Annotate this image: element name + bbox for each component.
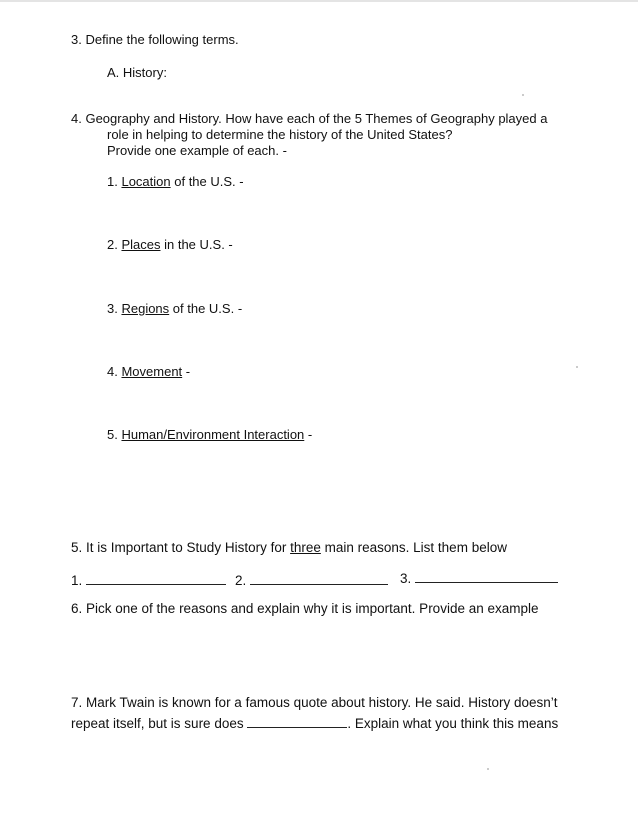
q5-suffix: main reasons. List them below bbox=[320, 540, 507, 555]
theme-regions bbox=[107, 301, 242, 317]
theme-rest: - bbox=[182, 364, 191, 379]
theme-places bbox=[107, 237, 233, 253]
blank-number: 1. bbox=[71, 573, 83, 588]
q4-prompt-line2: role in helping to determine the history of the United States? bbox=[107, 127, 453, 142]
theme-number: 3. bbox=[107, 301, 118, 316]
blank-number: 2. bbox=[235, 573, 247, 588]
q6-prompt: 6. Pick one of the reasons and explain why it is important. Provide an example bbox=[71, 601, 539, 616]
theme-term: Places bbox=[121, 237, 161, 252]
theme-rest: in the U.S. - bbox=[160, 237, 233, 252]
theme-location bbox=[107, 174, 244, 190]
q7-prompt-line2 bbox=[71, 715, 558, 733]
scan-speck bbox=[522, 94, 524, 96]
theme-number: 4. bbox=[107, 364, 118, 379]
q4-prompt-line3: Provide one example of each. - bbox=[107, 143, 287, 158]
theme-rest: of the U.S. - bbox=[169, 301, 243, 316]
quote-blank-line[interactable] bbox=[247, 715, 347, 728]
theme-rest: - bbox=[304, 427, 313, 442]
theme-term: Movement bbox=[121, 364, 183, 379]
theme-rest: of the U.S. - bbox=[170, 174, 244, 189]
blank-number: 3. bbox=[400, 571, 412, 586]
q3-prompt: 3. Define the following terms. bbox=[71, 32, 239, 47]
theme-term: Regions bbox=[121, 301, 170, 316]
theme-human-environment bbox=[107, 427, 312, 443]
answer-line[interactable] bbox=[250, 572, 388, 585]
q3-item-history: A. History: bbox=[107, 65, 167, 80]
scan-speck bbox=[576, 366, 578, 368]
theme-number: 5. bbox=[107, 427, 118, 442]
q7-line2-start: repeat itself, but is sure does bbox=[71, 716, 248, 731]
q5-prompt bbox=[71, 539, 507, 557]
theme-number: 1. bbox=[107, 174, 118, 189]
scan-speck bbox=[487, 768, 489, 770]
theme-term: Human/Environment Interaction bbox=[121, 427, 305, 442]
answer-line[interactable] bbox=[415, 570, 558, 583]
q7-line2-end: . Explain what you think this means bbox=[347, 716, 559, 731]
q4-prompt-line1: 4. Geography and History. How have each of the 5 Themes of Geography played a bbox=[71, 111, 548, 126]
q5-blank-1 bbox=[71, 572, 226, 590]
theme-movement bbox=[107, 364, 190, 380]
scan-edge bbox=[0, 0, 638, 2]
q5-blank-2 bbox=[235, 572, 388, 590]
answer-line[interactable] bbox=[86, 572, 226, 585]
q5-prefix: 5. It is Important to Study History for bbox=[71, 540, 291, 555]
q7-prompt-line1: 7. Mark Twain is known for a famous quote about history. He said. History doesn’t bbox=[71, 695, 558, 710]
q5-emphasis: three bbox=[290, 540, 321, 555]
q5-blank-3 bbox=[400, 570, 558, 588]
theme-number: 2. bbox=[107, 237, 118, 252]
theme-term: Location bbox=[121, 174, 171, 189]
